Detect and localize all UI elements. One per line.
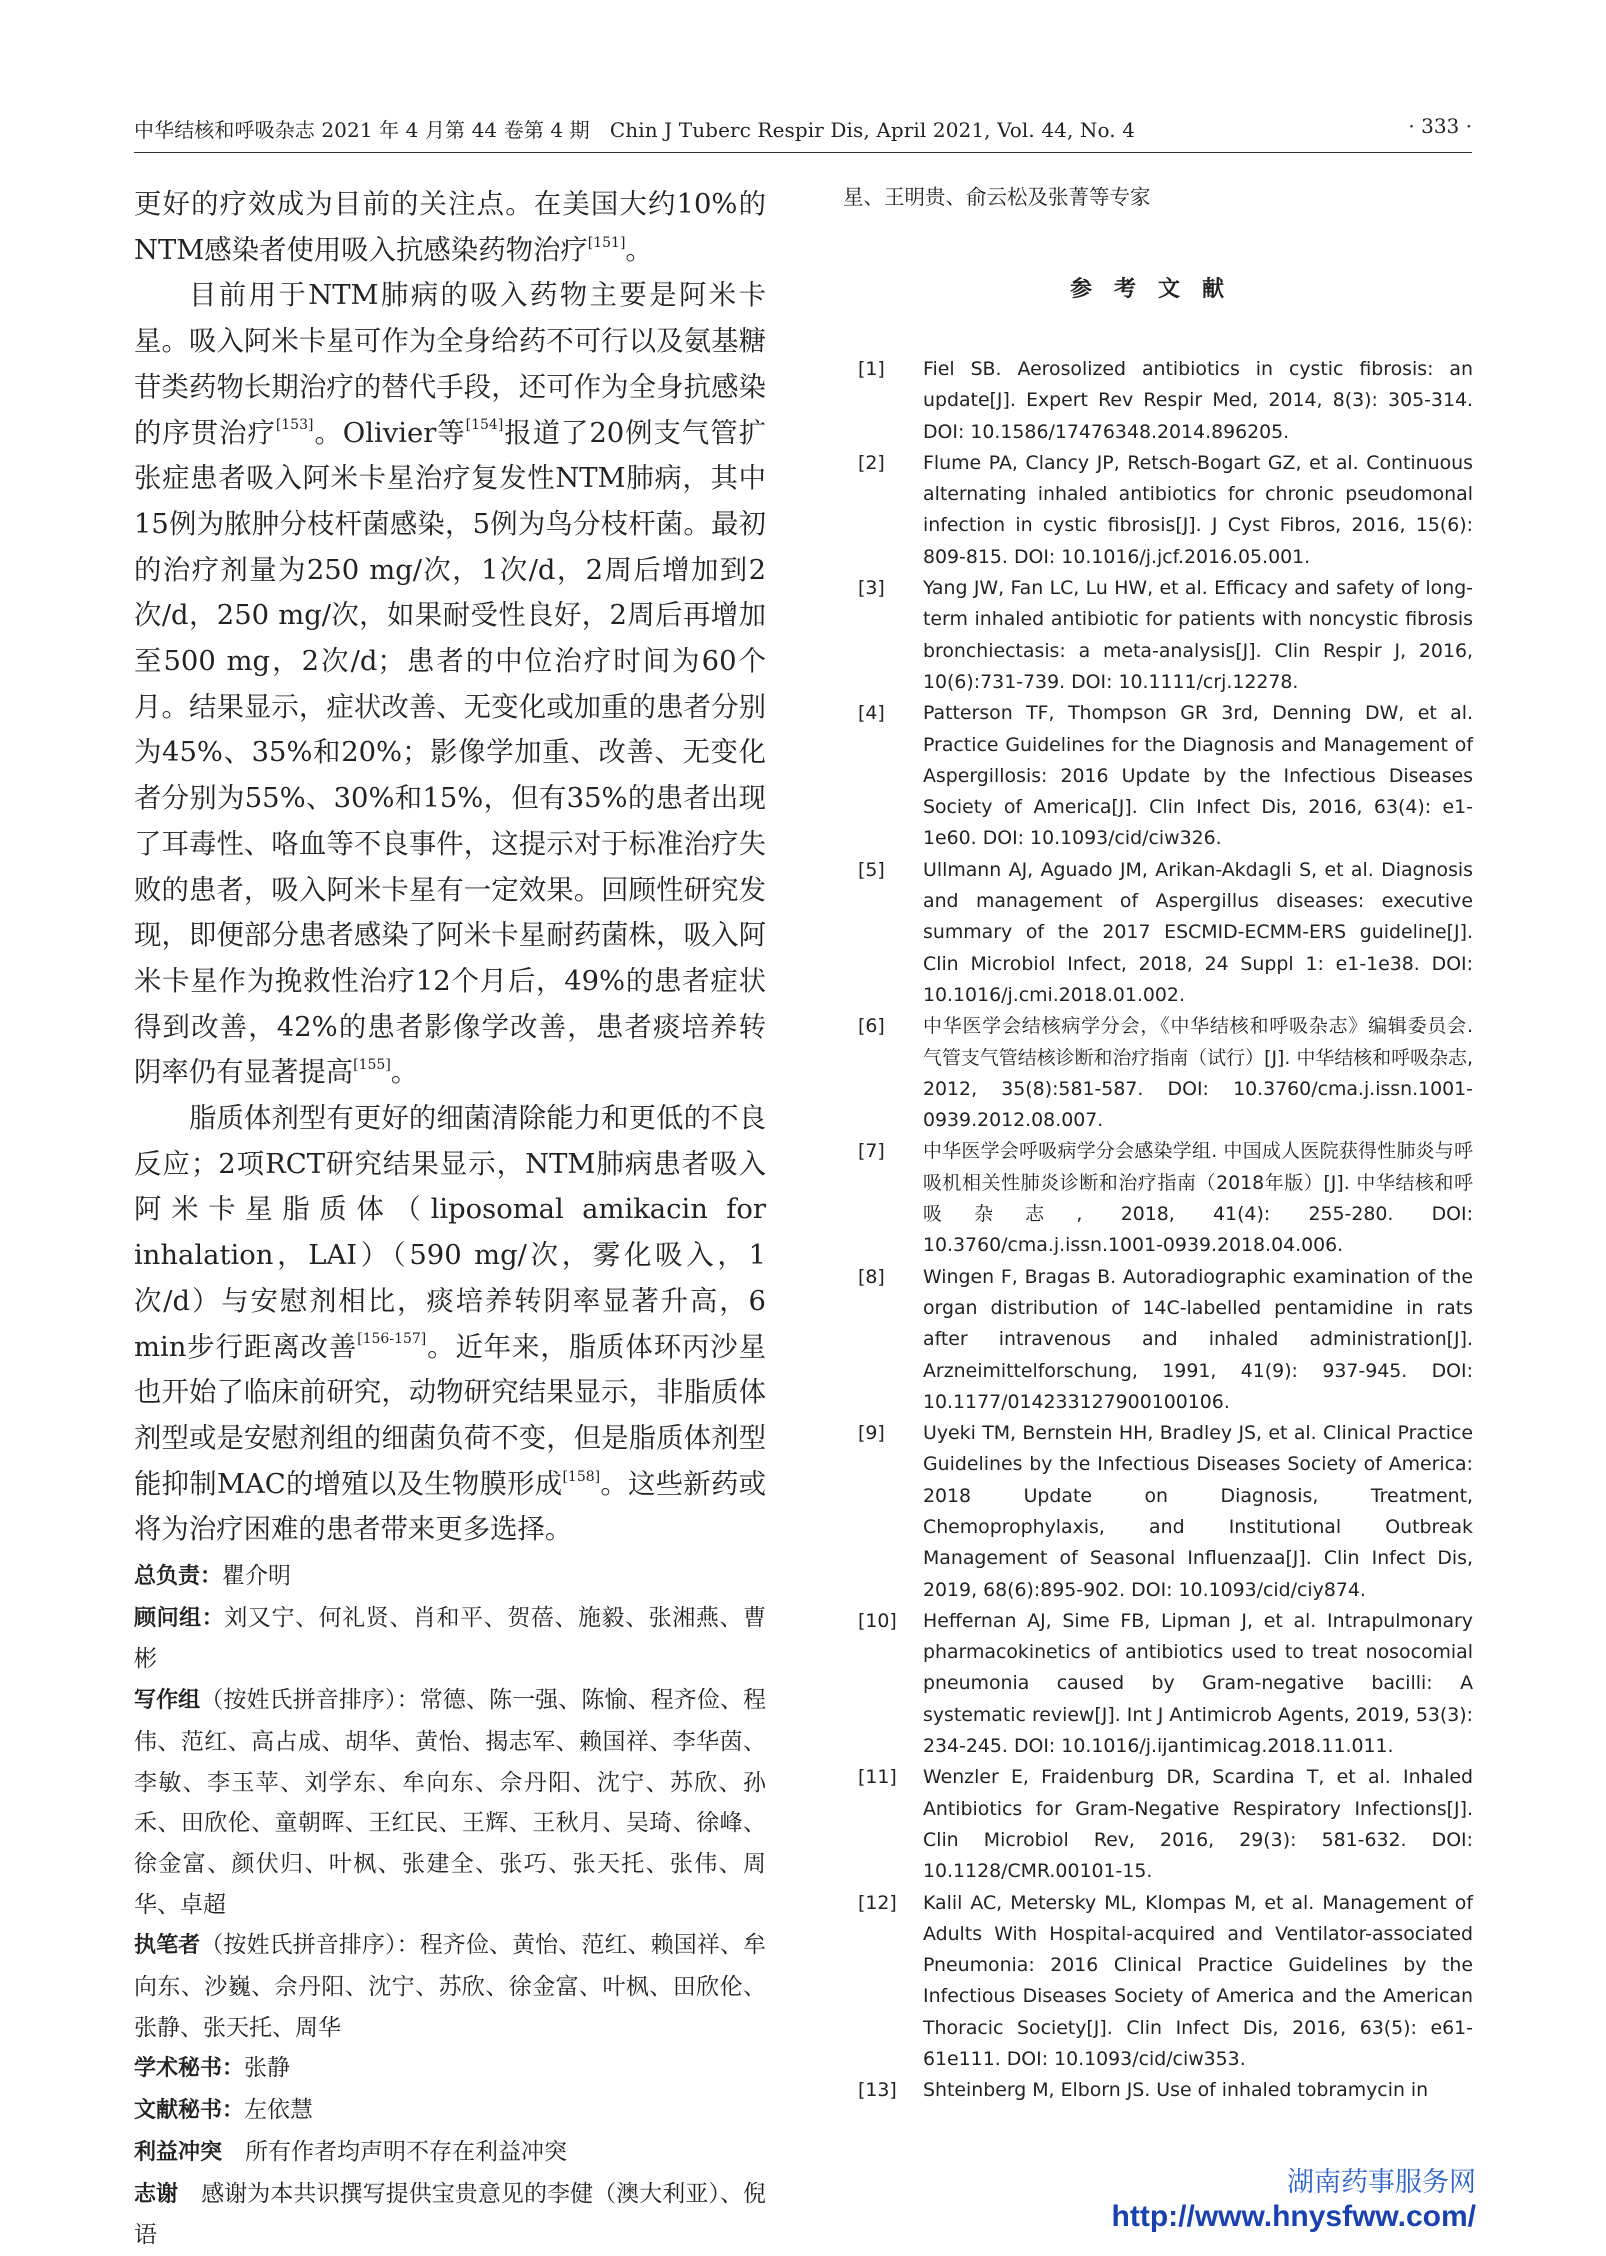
- paragraph-1: 更好的疗效成为目前的关注点。在美国大约10%的NTM感染者使用吸入抗感染药物治疗[151]。: [134, 189, 766, 266]
- reference-number: [3]: [858, 577, 885, 600]
- ack-line: [134, 2174, 766, 2256]
- lit-secretary-line: [134, 2090, 766, 2132]
- reference-item: [843, 1262, 1473, 1418]
- reference-text: Heffernan AJ, Sime FB, Lipman J, et al. Intrapulmonary pharmacokinetics of antibiotics used to treat nosocomial pneumonia caused by Gram-negative bacilli: A systematic review[J]. Int J Antimicrob Agents, 2019, 53(3): 234-245. DOI: 10.1016/j.ijantimicag.2018.11.011.: [923, 1609, 1473, 1758]
- advisors-line: [134, 1598, 766, 1680]
- coi-text: 所有作者均声明不存在利益冲突: [245, 2138, 568, 2165]
- citation-155[interactable]: [155]: [353, 1057, 391, 1074]
- authors-line: [134, 1925, 766, 2048]
- lit-secretary-label: 文献秘书：: [134, 2098, 245, 2124]
- reference-text: Yang JW, Fan LC, Lu HW, et al. Efficacy and safety of long-term inhaled antibiotic for patients with noncystic fibrosis bronchiectasis: a meta-analysis[J]. Clin Respir J, 2016, 10(6):731-739. DOI: 10.1111/crj.12278.: [923, 577, 1473, 693]
- citation-156-157[interactable]: [156-157]: [357, 1331, 427, 1348]
- reference-item: [843, 698, 1473, 854]
- reference-item: [843, 1418, 1473, 1606]
- reference-number: [8]: [858, 1265, 885, 1288]
- writers-names: 常德、陈一强、陈愉、程齐俭、程伟、范红、高占成、胡华、黄怡、揭志军、赖国祥、李华茵、李敏、李玉苹、刘学东、牟向东、佘丹阳、沈宁、苏欣、孙禾、田欣伦、童朝晖、王红民、王辉、王秋月、吴琦、徐峰、徐金富、颜伏归、叶枫、张建全、张巧、张天托、张伟、周华、卓超: [134, 1687, 766, 1918]
- secretary-line: [134, 2048, 766, 2090]
- watermark: [1112, 2165, 1476, 2235]
- chief-line: [134, 1556, 766, 1598]
- reference-number: [10]: [858, 1609, 897, 1632]
- writers-note: （按姓氏拼音排序）：: [200, 1687, 420, 1714]
- left-column: [134, 182, 766, 1553]
- reference-number: [5]: [858, 858, 885, 881]
- secretary-label: 学术秘书：: [134, 2056, 245, 2082]
- reference-item: [843, 855, 1473, 1011]
- authors-names: 程齐俭、黄怡、范红、赖国祥、牟向东、沙巍、佘丹阳、沈宁、苏欣、徐金富、叶枫、田欣伦、张静、张天托、周华: [134, 1932, 766, 2041]
- page-number: · 333 ·: [1408, 114, 1472, 138]
- reference-number: [1]: [858, 358, 885, 380]
- journal-citation: 中华结核和呼吸杂志 2021 年 4 月第 44 卷第 4 期 Chin J Tuberc Respir Dis, April 2021, Vol. 44, No. 4: [134, 118, 1136, 142]
- reference-text: Patterson TF, Thompson GR 3rd, Denning DW, et al. Practice Guidelines for the Diagnosis and Management of Aspergillosis: 2016 Update by the Infectious Diseases Society of America[J]. Clin Infect Dis, 2016, 63(4): e1-1e60. DOI: 10.1093/cid/ciw326.: [923, 702, 1473, 850]
- coi-line: [134, 2132, 766, 2174]
- reference-item: [843, 1606, 1473, 1762]
- lit-secretary-name: 左依慧: [244, 2097, 314, 2124]
- watermark-name: 湖南药事服务网: [1287, 2167, 1476, 2197]
- reference-item: [843, 1136, 1473, 1261]
- paragraph-2: 目前用于NTM肺病的吸入药物主要是阿米卡星。吸入阿米卡星可作为全身给药不可行以及氨基糖苷类药物长期治疗的替代手段，还可作为全身抗感染的序贯治疗[153]。Olivier等[154]报道了20例支气管扩张症患者吸入阿米卡星治疗复发性NTM肺病，其中15例为脓肿分枝杆菌感染，5例为鸟分枝杆菌。最初的治疗剂量为250 mg/次，1次/d，2周后增加到2次/d，250 mg/次，如果耐受性良好，2周后再增加至500 mg，2次/d；患者的中位治疗时间为60个月。结果显示，症状改善、无变化或加重的患者分别为45%、35%和20%；影像学加重、改善、无变化者分别为55%、30%和15%，但有35%的患者出现了耳毒性、咯血等不良事件，这提示对于标准治疗失败的患者，吸入阿米卡星有一定效果。回顾性研究发现，即便部分患者感染了阿米卡星耐药菌株，吸入阿米卡星作为挽救性治疗12个月后，49%的患者症状得到改善，42%的患者影像学改善，患者痰培养转阴率仍有显著提高[155]。: [134, 280, 766, 1089]
- reference-item: [843, 354, 1473, 448]
- chief-label: 总负责：: [134, 1564, 223, 1589]
- reference-number: [2]: [858, 451, 885, 474]
- reference-number: [7]: [858, 1140, 885, 1163]
- reference-text: Wenzler E, Fraidenburg DR, Scardina T, et al. Inhaled Antibiotics for Gram-Negative Respiratory Infections[J]. Clin Microbiol Rev, 2016, 29(3): 581-632. DOI: 10.1128/CMR.00101-15.: [923, 1766, 1473, 1883]
- advisors-label: 顾问组：: [134, 1605, 225, 1631]
- reference-text: 中华医学会结核病学分会，《中华结核和呼吸杂志》编辑委员会. 气管支气管结核诊断和治疗指南（试行）[J]. 中华结核和呼吸杂志, 2012, 35(8):581-587. DOI: 10.3760/cma.j.issn.1001-0939.2012.08.007.: [923, 1015, 1473, 1132]
- citation-151[interactable]: [151]: [587, 234, 626, 251]
- advisors-names: 刘又宁、何礼贤、肖和平、贺蓓、施毅、张湘燕、曹彬: [134, 1604, 766, 1673]
- ack-continuation: 星、王明贵、俞云松及张菁等专家: [843, 185, 1151, 209]
- watermark-url[interactable]: http://www.hnysfww.com/: [1111, 2200, 1476, 2233]
- reference-number: [11]: [858, 1766, 897, 1789]
- reference-item: [843, 1011, 1473, 1136]
- coi-label: 利益冲突: [134, 2139, 223, 2165]
- ack-text: 感谢为本共识撰写提供宝贵意见的李健（澳大利亚）、倪语: [134, 2180, 767, 2249]
- reference-text: Kalil AC, Metersky ML, Klompas M, et al. Management of Adults With Hospital-acquired and Ventilator-associated Pneumonia: 2016 Clinical Practice Guidelines by the Infectious Diseases Society of America and the American Thoracic Society[J]. Clin Infect Dis, 2016, 63(5): e61-61e111. DOI: 10.1093/cid/ciw353.: [923, 1891, 1473, 2071]
- chief-name: 瞿介明: [222, 1563, 292, 1589]
- writers-line: [134, 1680, 766, 1925]
- authors-label: 执笔者: [134, 1933, 201, 1959]
- references-list: [843, 354, 1473, 2107]
- secretary-name: 张静: [244, 2055, 291, 2082]
- ack-label: 志谢: [134, 2181, 179, 2207]
- reference-number: [6]: [858, 1015, 885, 1038]
- right-column: [843, 182, 1473, 212]
- citation-154[interactable]: [154]: [465, 417, 504, 434]
- citation-158[interactable]: [158]: [562, 1468, 601, 1485]
- running-header: [134, 110, 1472, 153]
- reference-item: [843, 1888, 1473, 2076]
- reference-number: [13]: [858, 2079, 897, 2102]
- reference-text: Ullmann AJ, Aguado JM, Arikan-Akdagli S, et al. Diagnosis and management of Aspergillus diseases: executive summary of the 2017 ESCMID-ECMM-ERS guideline[J]. Clin Microbiol Infect, 2018, 24 Suppl 1: e1-1e38. DOI: 10.1016/j.cmi.2018.01.002.: [923, 858, 1473, 1006]
- references-title: 参考文献: [1069, 277, 1246, 302]
- reference-text: Uyeki TM, Bernstein HH, Bradley JS, et al. Clinical Practice Guidelines by the Infectious Diseases Society of America: 2018 Update on Diagnosis, Treatment, Chemoprophylaxis, and Institutional Outbreak Management of Seasonal Influenzaa[J]. Clin Infect Dis, 2019, 68(6):895-902. DOI: 10.1093/cid/ciy874.: [923, 1422, 1473, 1601]
- reference-text: Shteinberg M, Elborn JS. Use of inhaled tobramycin in: [923, 2079, 1429, 2102]
- reference-number: [4]: [858, 702, 885, 725]
- reference-number: [12]: [858, 1891, 897, 1914]
- reference-item: [843, 1762, 1473, 1887]
- reference-text: Wingen F, Bragas B. Autoradiographic examination of the organ distribution of 14C-labelled pentamidine in rats after intravenous and inhaled administration[J]. Arzneimittelforschung, 1991, 41(9): 937-945. DOI: 10.1177/014233127900100106.: [923, 1265, 1473, 1413]
- reference-text: Fiel SB. Aerosolized antibiotics in cystic fibrosis: an update[J]. Expert Rev Respir Med, 2014, 8(3): 305-314. DOI: 10.1586/17476348.2014.896205.: [923, 358, 1473, 443]
- reference-item: [843, 2075, 1473, 2106]
- reference-text: 中华医学会呼吸病学分会感染学组. 中国成人医院获得性肺炎与呼吸机相关性肺炎诊断和治疗指南（2018年版）[J]. 中华结核和呼吸杂志, 2018, 41(4): 255-280. DOI: 10.3760/cma.j.issn.1001-0939.2018.04.006.: [923, 1140, 1473, 1257]
- writers-label: 写作组: [134, 1688, 201, 1714]
- reference-number: [9]: [858, 1422, 885, 1445]
- citation-153[interactable]: [153]: [275, 417, 314, 434]
- reference-item: [843, 448, 1473, 573]
- reference-item: [843, 573, 1473, 698]
- paragraph-3: 脂质体剂型有更好的细菌清除能力和更低的不良反应；2项RCT研究结果显示，NTM肺病患者吸入阿米卡星脂质体（liposomal amikacin for inhalation，LAI）（590 mg/次，雾化吸入，1次/d）与安慰剂相比，痰培养转阴率显著升高，6 min步行距离改善[156-157]。近年来，脂质体环丙沙星也开始了临床前研究，动物研究结果显示，非脂质体剂型或是安慰剂组的细菌负荷不变，但是脂质体剂型能抑制MAC的增殖以及生物膜形成[158]。这些新药或将为治疗困难的患者带来更多选择。: [134, 1103, 766, 1546]
- byline: [134, 1556, 766, 2256]
- reference-text: Flume PA, Clancy JP, Retsch-Bogart GZ, et al. Continuous alternating inhaled antibiotics for chronic pseudomonal infection in cystic fibrosis[J]. J Cyst Fibros, 2016, 15(6): 809-815. DOI: 10.1016/j.jcf.2016.05.001.: [923, 451, 1473, 568]
- authors-note: （按姓氏拼音排序）：: [200, 1932, 420, 1959]
